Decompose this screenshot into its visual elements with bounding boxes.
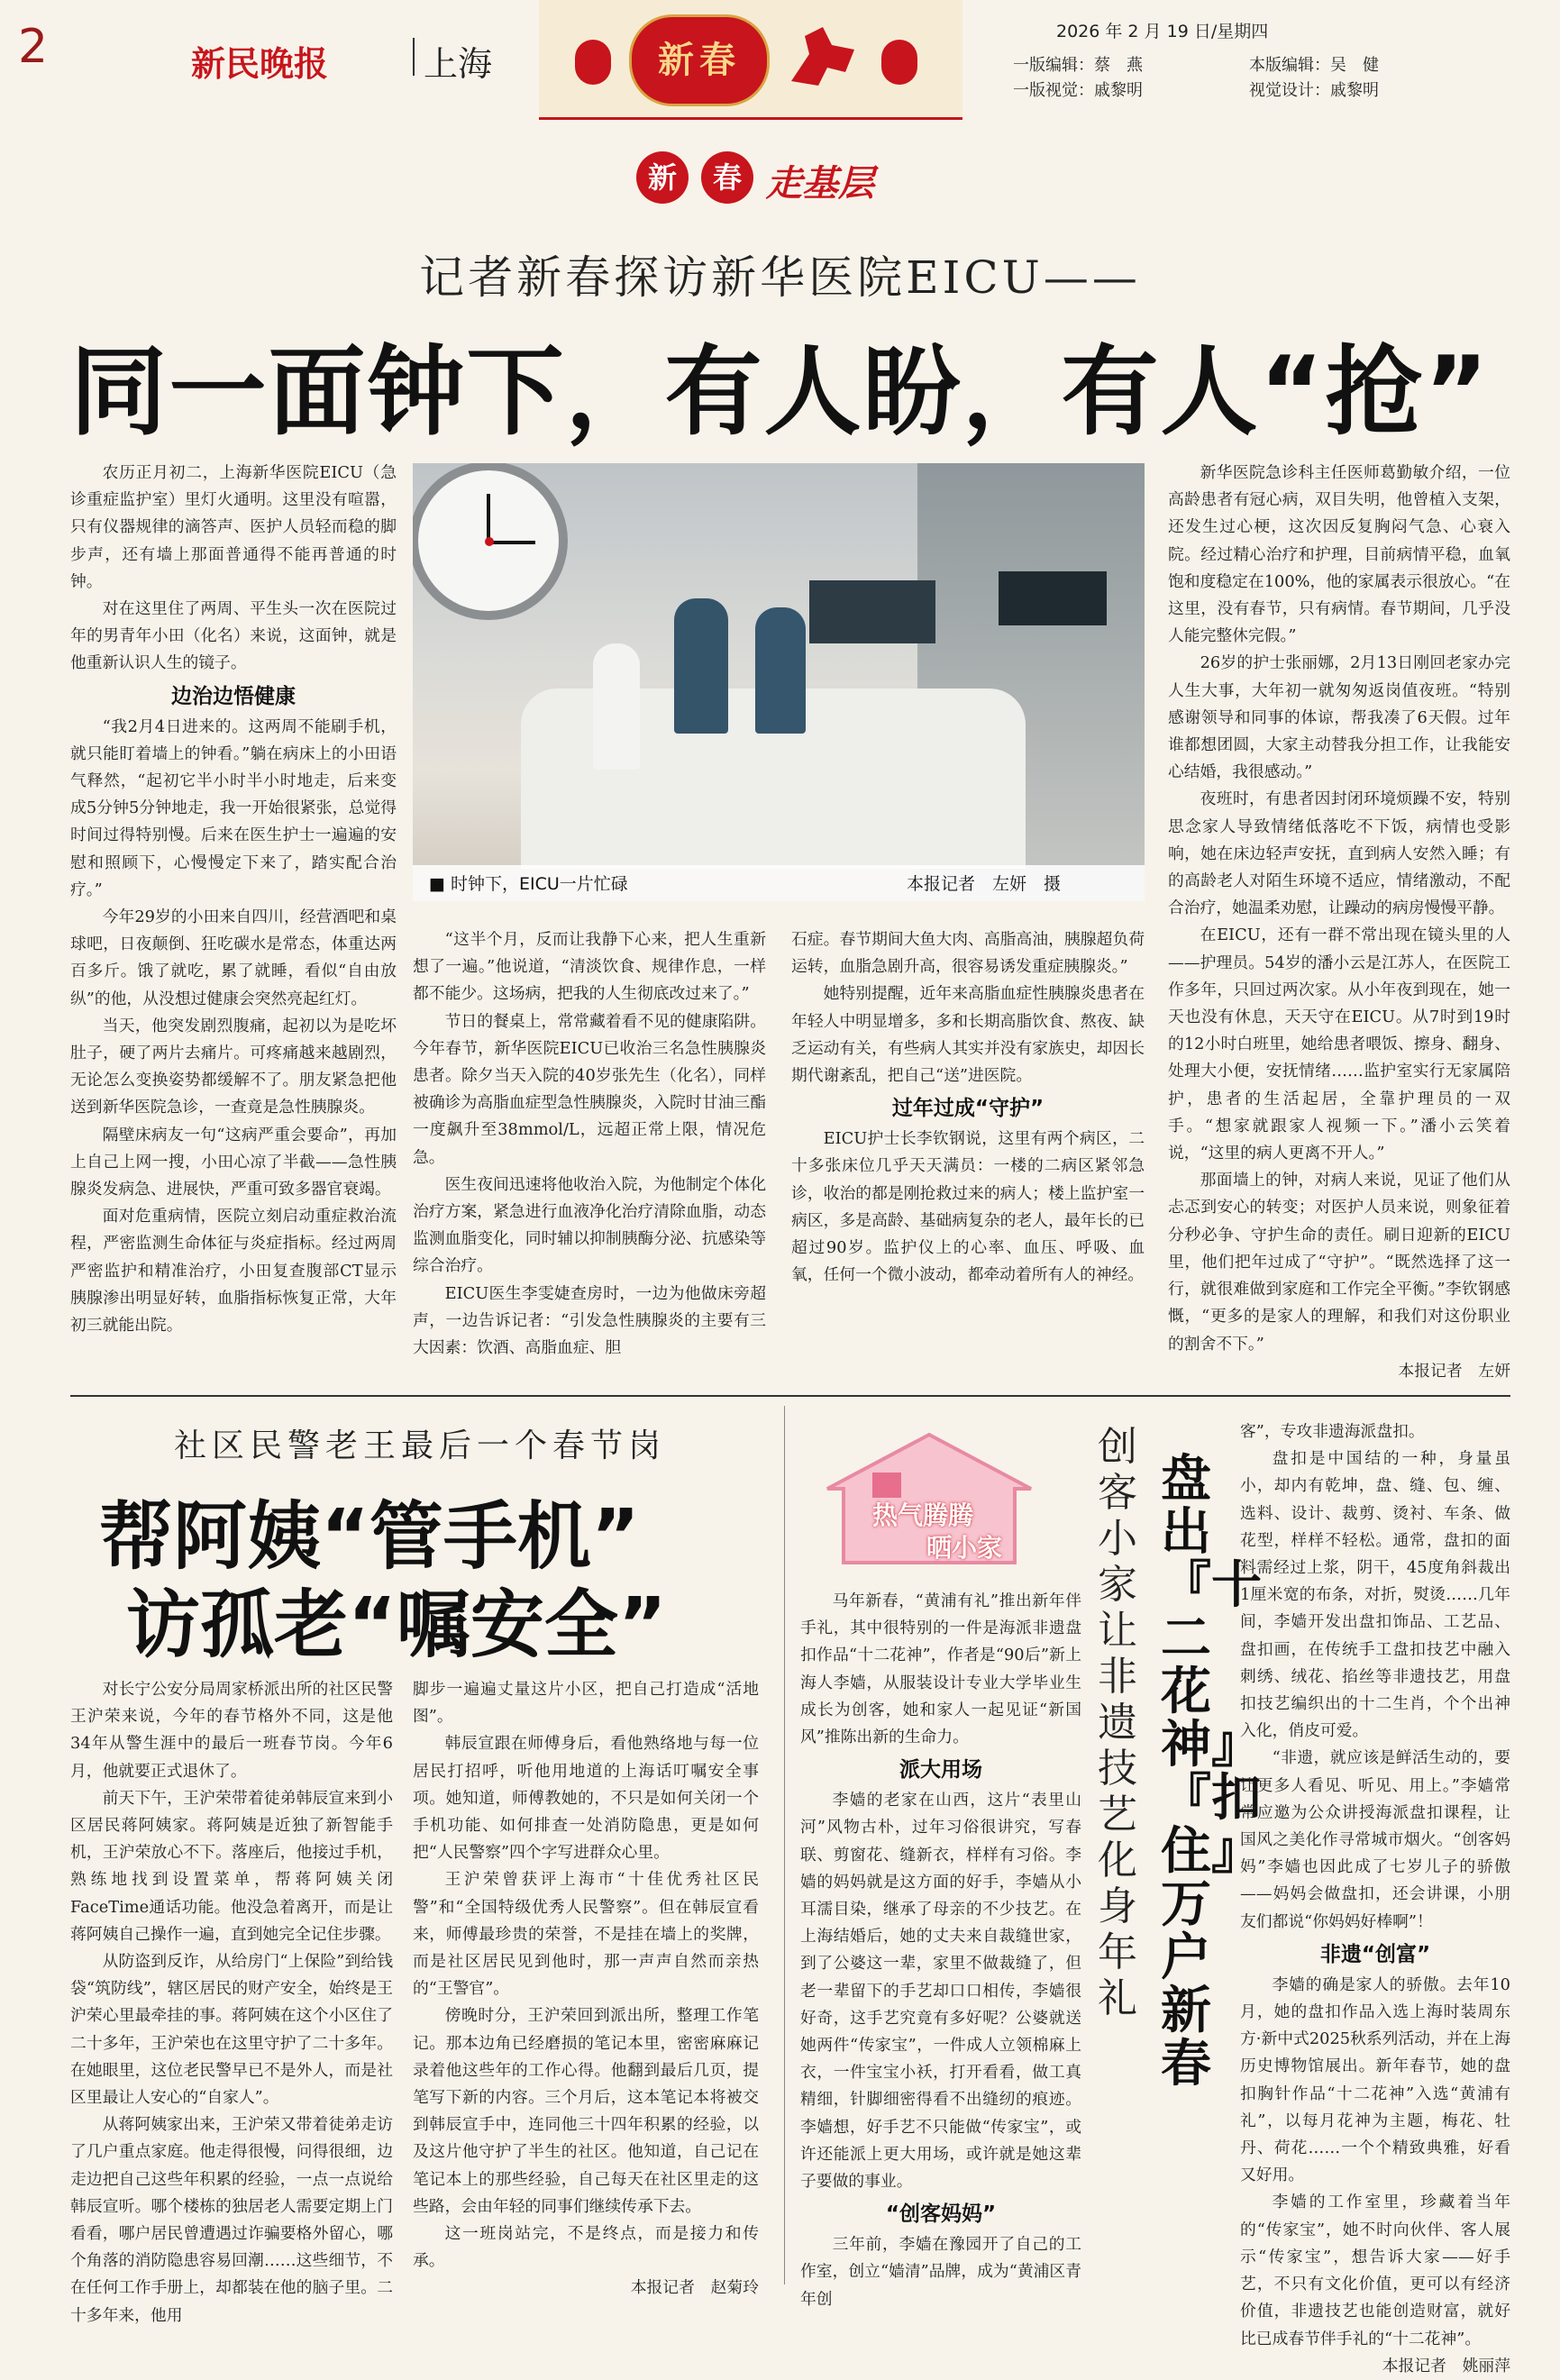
paragraph: 夜班时，有患者因封闭环境烦躁不安，特别思念家人导致情绪低落吃不下饭，病情也受影响，她在床边轻声安抚，直到病人安然入睡；有的高龄老人对陌生环境不适应，情绪激动，不配合治疗，她温柔劝慰，让躁动的病房慢慢平静。: [1168, 789, 1510, 918]
paragraph: 傍晚时分，王沪荣回到派出所，整理工作笔记。那本边角已经磨损的笔记本里，密密麻麻记录着他这些年的工作心得。他翻到最后几页，提笔写下新的内容。三个月后，这本笔记本将被交到韩辰宣手中，连同他三十四年积累的经验，以及这片他守护了半生的社区。他知道，自己记在笔记本上的那些经验，自己每天在社区里走的这些路，会由年轻的同事们继续传承下去。: [413, 2006, 759, 2216]
festive-banner: [539, 0, 962, 120]
editor-credit: 视觉设计：戚黎明: [1249, 81, 1379, 100]
hot-home-badge: [822, 1431, 1036, 1566]
lantern-icon: [575, 40, 611, 85]
masthead: [0, 0, 1560, 126]
badge-text: 晒小家: [926, 1533, 1003, 1563]
paragraph: 李嫱的老家在山西，这片“表里山河”风物古朴，过年习俗很讲究，写春联、剪窗花、缝新衣，样样有习俗。李嫱的妈妈就是这方面的好手，李嫱从小耳濡目染，继承了母亲的不少技艺。在上海结婚后，她的丈夫来自裁缝世家，到了公婆这一辈，家里不做裁缝了，但老一辈留下的手艺却口口相传，李嫱很好奇，这手艺究竟有多好呢？公婆就送她两件“传家宝”，一件成人立领棉麻上衣，一件宝宝小袄，打开看看，做工真精细，针脚细密得看不出缝纫的痕迹。李嫱想，好手艺不只能做“传家宝”，或许还能派上更大用场，或许就是她这辈子要做的事业。: [800, 1791, 1081, 2192]
editor-credit: 一版编辑：蔡 燕: [1013, 56, 1143, 75]
paragraph: “这半个月，反而让我静下心来，把人生重新想了一遍。”他说道，“清淡饮食、规律作息，一样都不能少。这场病，把我的人生彻底改过来了。”: [413, 930, 766, 1004]
issue-date: 2026 年 2 月 19 日/星期四: [1056, 22, 1269, 41]
paragraph: 她特别提醒，近年来高脂血症性胰腺炎患者在年轻人中明显增多，多和长期高脂饮食、熬夜、缺乏运动有关，有些病人其实并没有家族史，却因长期代谢紊乱，把自己“送”进医院。: [791, 984, 1145, 1086]
paragraph: 新华医院急诊科主任医师葛勤敏介绍，一位高龄患者有冠心病，双目失明，他曾植入支架，还发生过心梗，这次因反复胸闷气急、心衰入院。经过精心治疗和护理，目前病情平稳，血氧饱和度稳定在100%，他的家属表示很放心。“在这里，没有春节，只有病情。春节期间，几乎没人能完整休完假。”: [1168, 463, 1510, 646]
byline: 本报记者 左妍: [1398, 1361, 1510, 1381]
story1-column-mid-a: [413, 926, 766, 1362]
paragraph: 韩辰宣跟在师傅身后，看他熟络地与每一位居民打招呼，听他用地道的上海话叮嘱安全事项。她知道，师傅教她的，不只是如何关闭一个手机功能、如何排查一处消防隐患，更是如何把“人民警察”四个字写进群众心里。: [413, 1734, 759, 1863]
paragraph: 客”，专攻非遗海派盘扣。: [1240, 1422, 1425, 1441]
paragraph: 马年新春，“黄浦有礼”推出新年伴手礼，其中很特别的一件是海派非遗盘扣作品“十二花神”，作者是“90后”新上海人李嫱，从服装设计专业大学毕业生成长为创客，她和家人一起见证“新国风”推陈出新的生命力。: [800, 1591, 1081, 1747]
paragraph: 对长宁公安分局周家桥派出所的社区民警王沪荣来说，今年的春节格外不同，这是他34年从警生涯中的最后一班春节岗。今年6月，他就要正式退休了。: [70, 1680, 393, 1781]
story2-headline: 帮阿姨“管手机”: [99, 1494, 640, 1580]
story3-headline: 盘出『十二花神』『扣住』万户新春: [1161, 1450, 1262, 2093]
section-divider: [70, 1395, 1510, 1397]
paragraph: 前天下午，王沪荣带着徒弟韩辰宣来到小区居民蒋阿姨家。蒋阿姨是近独了新智能手机，王沪荣放心不下。落座后，他接过手机，熟练地找到设置菜单，帮蒋阿姨关闭FaceTime通话功能。他没急着离开，而是让蒋阿姨自己操作一遍，直到她完全记住步骤。: [70, 1788, 393, 1944]
paragraph: 今年29岁的小田来自四川，经营酒吧和桌球吧，日夜颠倒、狂吃碳水是常态，体重达两百多斤。饿了就吃，累了就睡，看似“自由放纵”的他，从没想过健康会突然亮起红灯。: [70, 907, 397, 1008]
story1-headline: 同一面钟下，有人盼，有人“抢”: [69, 336, 1491, 449]
paragraph: “我2月4日进来的。这两周不能刷手机，就只能盯着墙上的钟看。”躺在病床上的小田语气释然，“起初它半小时半小时地走，后来变成5分钟5分钟地走，我一开始很紧张，总觉得时间过得特别慢。后来在医生护士一遍遍的安慰和照顾下，心慢慢定下来了，踏实配合治疗。”: [70, 716, 397, 899]
wall-clock-icon: [413, 463, 568, 620]
story2-headline: 访孤老“嘱安全”: [126, 1582, 667, 1668]
paragraph: EICU护士长李钦钢说，这里有两个病区，二十多张床位几乎天天满员：一楼的二病区紧邻急诊，收治的都是刚抢救过来的病人；楼上监护室一病区，多是高龄、基础病复杂的老人，最年长的已超过90岁。监护仪上的心率、血压、呼吸、血氧，任何一个微小波动，都牵动着所有人的神经。: [791, 1129, 1145, 1285]
editor-credit: 一版视觉：戚黎明: [1013, 81, 1143, 100]
paragraph: 李嫱的工作室里，珍藏着当年的“传家宝”，她不时向伙伴、客人展示“传家宝”，想告诉大家——好手艺，不只有文化价值，更可以有经济价值，非遗技艺也能创造财富，就好比已成春节伴手礼的“十二花神”。: [1240, 2193, 1510, 2348]
paragraph: 盘扣是中国结的一种，身量虽小，却内有乾坤，盘、缝、包、缠、选料、设计、裁剪、烫衬、车条、做花型，样样不轻松。通常，盘扣的面料需经过上浆，阴干，45度角斜裁出1厘米宽的布条，对折，熨烫……几年间，李嫱开发出盘扣饰品、工艺品、盘扣画，在传统手工盘扣技艺中融入刺绣、绒花、掐丝等非遗技艺，用盘扣技艺编织出的十二生肖，个个出神入化，俏皮可爱。: [1240, 1449, 1510, 1741]
paragraph: 李嫱的确是家人的骄傲。去年10月，她的盘扣作品入选上海时装周东方·新中式2025秋系列活动，并在上海历史博物馆展出。新年春节，她的盘扣胸针作品“十二花神”入选“黄浦有礼”，以每月花神为主题，梅花、牡丹、荷花……一个个精致典雅，好看又好用。: [1240, 1974, 1510, 2185]
paragraph: 医生夜间迅速将他收治入院，为他制定个体化治疗方案，紧急进行血液净化治疗清除血脂，动态监测血脂变化，同时辅以抑制胰酶分泌、抗感染等综合治疗。: [413, 1174, 766, 1276]
section-tag: 走基层: [766, 162, 874, 205]
eicu-photo: [413, 463, 1145, 901]
story2-column-1: [70, 1676, 393, 2330]
paragraph: 那面墙上的钟，对病人来说，见证了他们从忐忑到安心的转变；对医护人员来说，则象征着分秒必争、守护生命的责任。刷日迎新的EICU里，他们把年过成了“守护”。“既然选择了这一行，就很难做到家庭和工作完全平衡。”李钦钢感慨，“更多的是家人的理解，和我们对这份职业的割舍不下。”: [1168, 1171, 1510, 1354]
paragraph: 节日的餐桌上，常常藏着看不见的健康陷阱。今年春节，新华医院EICU已收治三名急性胰腺炎患者。除夕当天入院的40岁张先生（化名），同样被确诊为高脂血症型急性胰腺炎，入院时甘油三酯一度飙升至38mmol/L，远超正常上限，情况危急。: [413, 1011, 766, 1167]
story1-column-mid-b: [791, 926, 1145, 1289]
column-divider: [784, 1406, 785, 2284]
story1-kicker: 记者新春探访新华医院EICU——: [419, 251, 1141, 304]
paragraph: EICU医生李雯婕查房时，一边为他做床旁超声，一边告诉记者：“引发急性胰腺炎的主要有三大因素：饮酒、高脂血症、胆: [413, 1283, 766, 1358]
paragraph: 对在这里住了两周、平生头一次在医院过年的男青年小田（化名）来说，这面钟，就是他重新认识人生的镜子。: [70, 599, 397, 673]
paragraph: “非遗，就应该是鲜活生动的，要让更多人看见、听见、用上。”李嫱常常应邀为公众讲授海派盘扣课程，让国风之美化作寻常城市烟火。“创客妈妈”李嫱也因此成了七岁儿子的骄傲——妈妈会做盘扣，还会讲课，小朋友们都说“你妈妈好棒啊”！: [1240, 1748, 1510, 1931]
paragraph: 当天，他突发剧烈腹痛，起初以为是吃坏肚子，硬了两片去痛片。可疼痛越来越剧烈，无论怎么变换姿势都缓解不了。朋友紧急把他送到新华医院急诊，一查竟是急性胰腺炎。: [70, 1016, 397, 1117]
story3-column-2: [1240, 1418, 1510, 2380]
subheading: 派大用场: [899, 1758, 982, 1783]
story3-deck: 创客小家让非遗技艺化身年礼: [1098, 1424, 1137, 2021]
story1-column-left: [70, 460, 397, 1339]
banner-emblem: [629, 14, 770, 106]
photo-credit: 本报记者 左妍 摄: [907, 874, 1062, 894]
paragraph: 隔壁床病友一句“这病严重会要命”，再加上自己上网一搜，小田心凉了半截——急性胰腺炎发病急、进展快，严重可致多器官衰竭。: [70, 1125, 397, 1199]
paragraph: 面对危重病情，医院立刻启动重症救治流程，严密监测生命体征与炎症指标。经过两周严密监护和精准治疗，小田复查腹部CT显示胰腺渗出明显好转，血脂指标恢复正常，大年初三就能出院。: [70, 1207, 397, 1336]
section-seal: 春: [701, 151, 753, 204]
paragraph: 石症。春节期间大鱼大肉、高脂高油，胰腺超负荷运转，血脂急剧升高，很容易诱发重症胰腺炎。”: [791, 930, 1145, 977]
subheading: 过年过成“守护”: [891, 1097, 1045, 1121]
story2-kicker: 社区民警老王最后一个春节岗: [173, 1427, 666, 1464]
paragraph: 从防盗到反诈，从给房门“上保险”到给钱袋“筑防线”，辖区居民的财产安全，始终是王沪荣心里最牵挂的事。蒋阿姨在这个小区住了二十多年，王沪荣也在这里守护了二十多年。在她眼里，这位老民警早已不是外人，而是社区里最让人安心的“自家人”。: [70, 1952, 393, 2108]
photo-caption: ■ 时钟下，EICU一片忙碌: [429, 874, 628, 894]
lantern-icon: [881, 40, 917, 85]
paragraph: 这一班岗站完，不是终点，而是接力和传承。: [413, 2224, 759, 2271]
paragraph: 三年前，李嫱在豫园开了自己的工作室，创立“嫱清”品牌，成为“黄浦区青年创: [800, 2235, 1081, 2309]
story1-column-right: [1168, 460, 1510, 1385]
paragraph: 脚步一遍遍丈量这片小区，把自己打造成“活地图”。: [413, 1680, 759, 1727]
edition-name: 上海: [424, 44, 493, 84]
byline: 本报记者 姚丽萍: [1382, 2356, 1510, 2375]
subheading: 边治边悟健康: [171, 684, 296, 708]
horse-papercut-icon: [782, 18, 863, 96]
section-seal: 新: [636, 151, 689, 204]
paper-name: 新民晚报: [191, 43, 329, 84]
paragraph: 在EICU，还有一群不常出现在镜头里的人——护理员。54岁的潘小云是江苏人，在医院工作多年，只回过两次家。从小年夜到现在，她一天也没有休息，天天守在EICU。从7时到19时的12小时白班里，她给患者喂饭、擦身、翻身、处理大小便，安抚情绪……监护室实行无家属陪护，患者的生活起居，全靠护理员的一双手。“想家就跟家人视频一下。”潘小云笑着说，“这里的病人更离不开人。”: [1168, 926, 1510, 1163]
editor-credit: 本版编辑：吴 健: [1249, 56, 1379, 75]
paragraph: 王沪荣曾获评上海市“十佳优秀社区民警”和“全国特级优秀人民警察”。但在韩辰宣看来，师傅最珍贵的荣誉，不是挂在墙上的奖牌，而是社区居民见到他时，那一声声自然而亲热的“王警官”。: [413, 1870, 759, 1999]
subheading: 非遗“创富”: [1319, 1942, 1431, 1966]
paragraph: 农历正月初二，上海新华医院EICU（急诊重症监护室）里灯火通明。这里没有喧嚣，只有仪器规律的滴答声、医护人员轻而稳的脚步声，还有墙上那面普通得不能再普通的时钟。: [70, 463, 397, 591]
banner-text: 新春: [658, 39, 741, 81]
story2-column-2: [413, 1676, 759, 2302]
paragraph: 26岁的护士张丽娜，2月13日刚回老家办完人生大事，大年初一就匆匆返岗值夜班。“特别感谢领导和同事的体谅，帮我凑了6天假。过年谁都想团圆，大家主动替我分担工作，让我能安心结婚，我很感动。”: [1168, 653, 1510, 782]
story3-column-1: [800, 1588, 1081, 2313]
subheading: “创客妈妈”: [885, 2202, 997, 2227]
paragraph: 从蒋阿姨家出来，王沪荣又带着徒弟走访了几户重点家庭。他走得很慢，问得很细，边走边把自己这些年积累的经验，一点一点说给韩辰宣听。哪个楼栋的独居老人需要定期上门看看，哪户居民曾遭遇过诈骗要格外留心，哪个角落的消防隐患容易回潮……这些细节，不在任何工作手册上，却都装在他的脑子里。二十多年来，他用: [70, 2115, 393, 2325]
badge-text: 热气腾腾: [872, 1500, 974, 1530]
byline: 本报记者 赵菊玲: [630, 2278, 759, 2298]
page-number: 2: [18, 20, 49, 74]
